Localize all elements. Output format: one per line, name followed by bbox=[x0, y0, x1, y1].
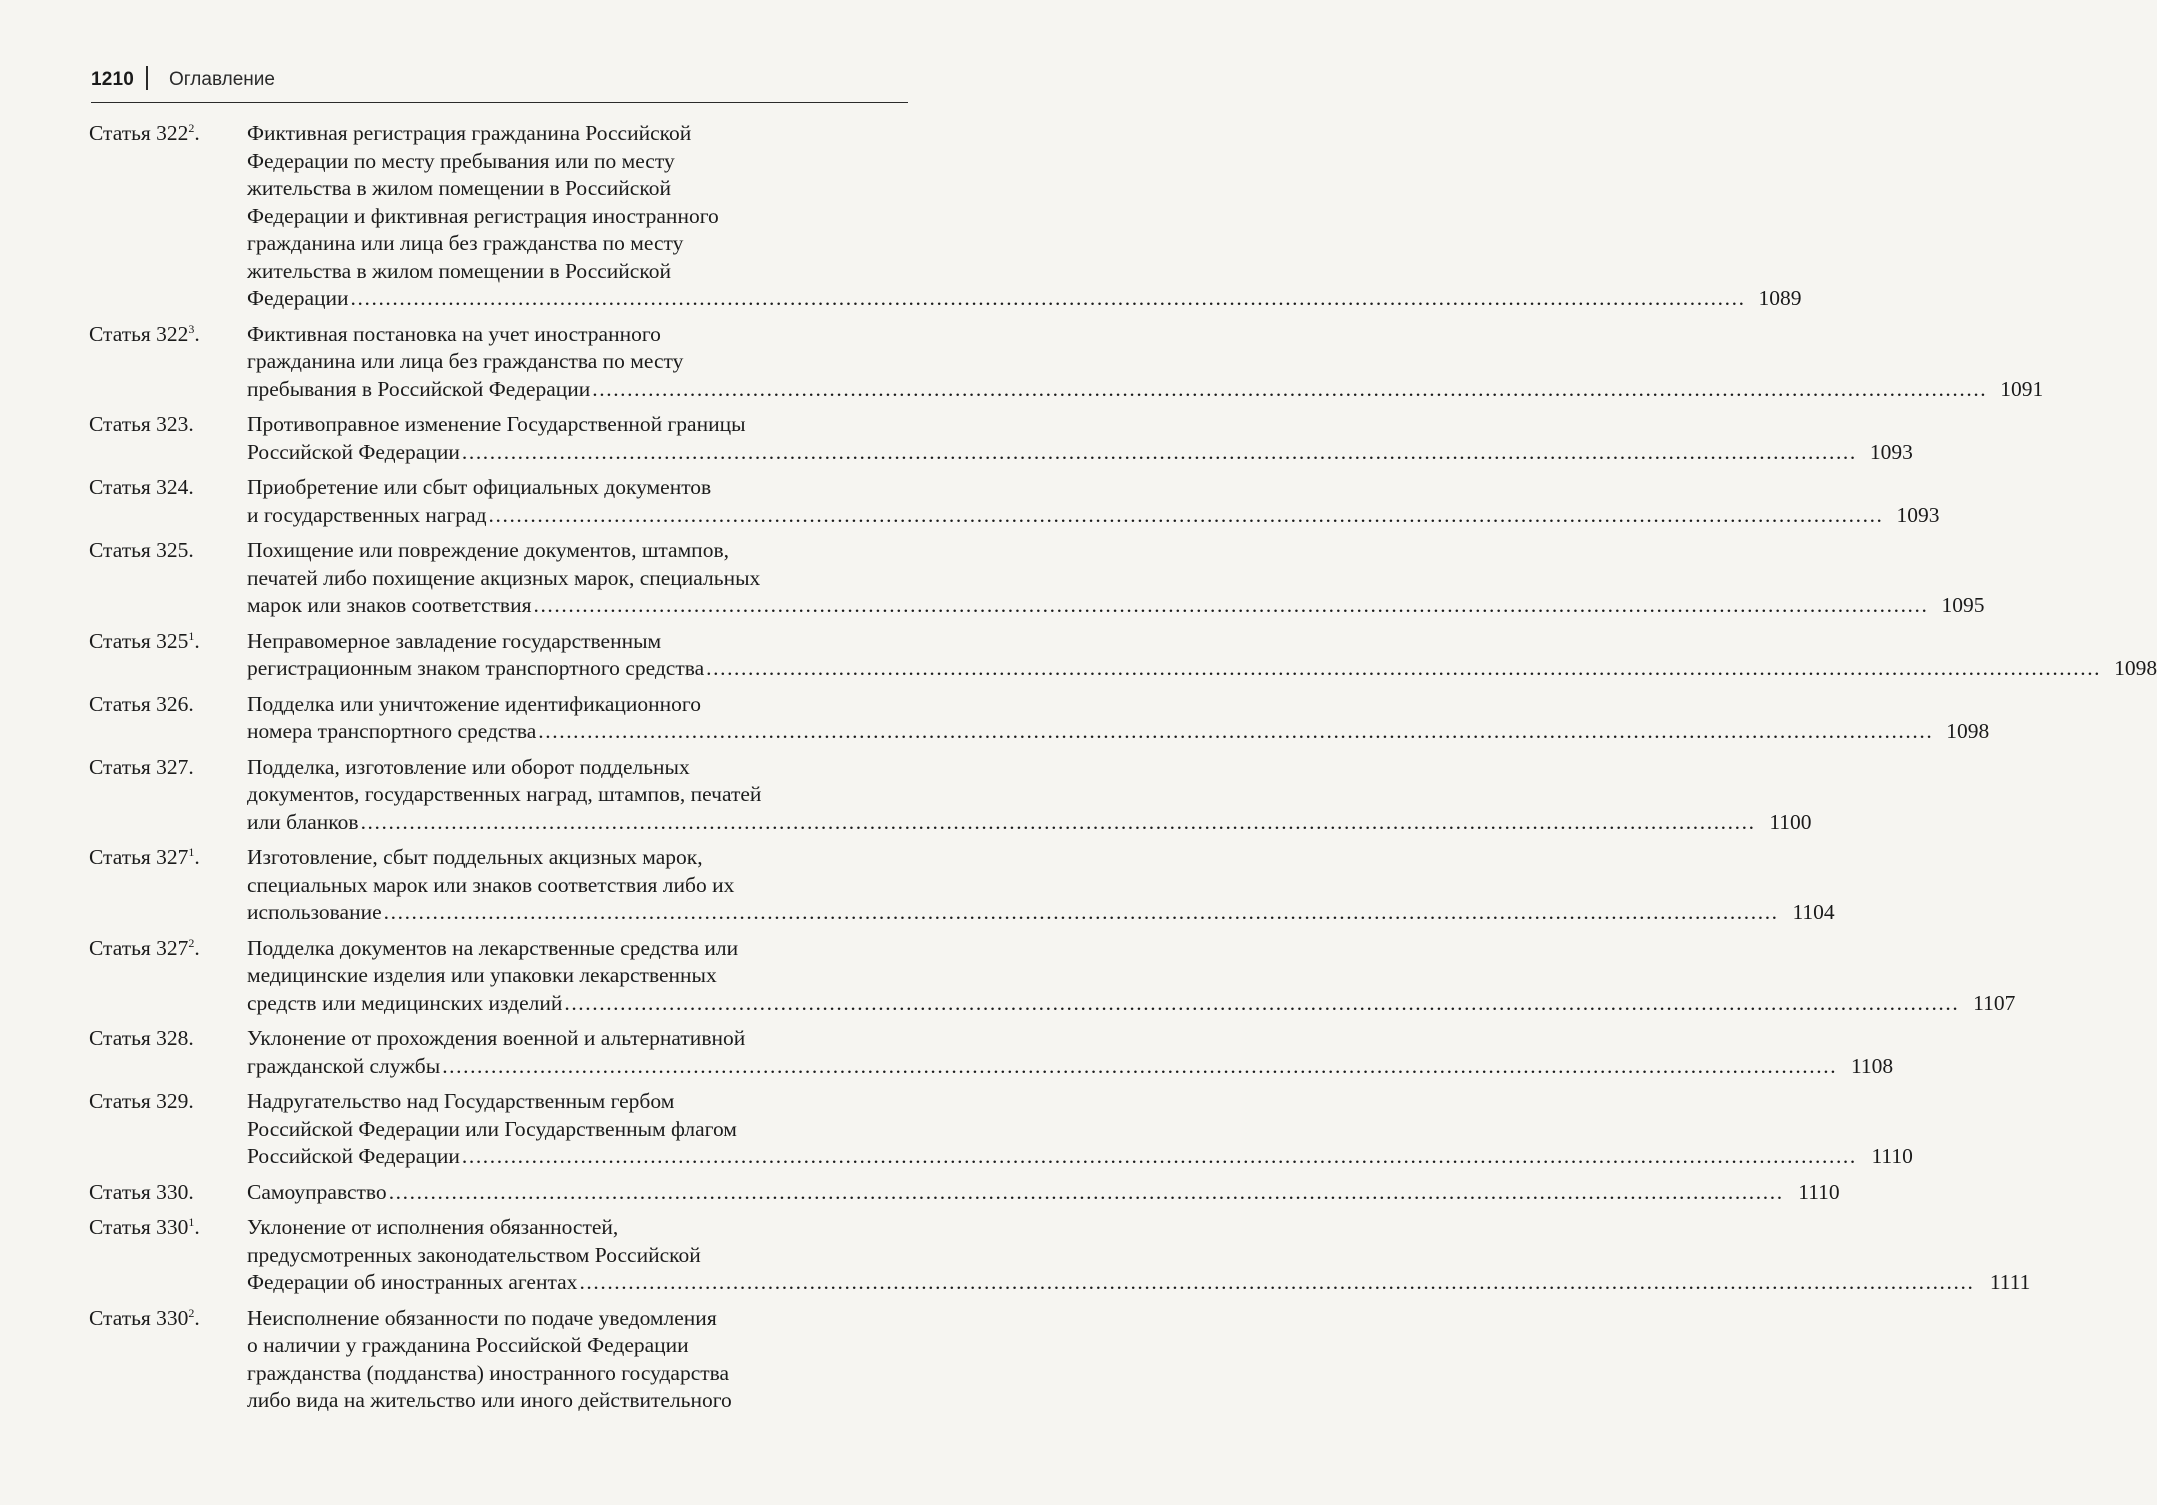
title-line-with-page bbox=[247, 502, 1940, 530]
title-line: Федерации bbox=[247, 286, 349, 310]
title-line-with-page bbox=[247, 376, 2044, 404]
dot-leader: ........................................................................................................................................................................................................ bbox=[533, 593, 1929, 617]
title-line: Федерации по месту пребывания или по месту bbox=[247, 148, 675, 173]
article-title bbox=[247, 1025, 1894, 1080]
title-line: специальных марок или знаков соответствия либо их bbox=[247, 872, 735, 897]
title-line: номера транспортного средства bbox=[247, 719, 537, 743]
title-line: предусмотренных законодательством Российской bbox=[247, 1242, 701, 1267]
article-superscript: 3 bbox=[188, 321, 195, 336]
title-line: документов, государственных наград, штампов, печатей bbox=[247, 782, 762, 806]
title-line: Самоуправство bbox=[247, 1179, 387, 1204]
article-label bbox=[89, 628, 239, 656]
article-title bbox=[247, 474, 1940, 529]
article-number: Статья 329. bbox=[89, 1089, 194, 1113]
page-ref: 1111 bbox=[1989, 1270, 2031, 1294]
title-line-with-page bbox=[247, 439, 1913, 467]
title-line: Подделка или уничтожение идентификационного bbox=[247, 691, 701, 716]
article-title bbox=[247, 1179, 1840, 1207]
title-line: или бланков bbox=[247, 809, 359, 834]
title-line: Фиктивная регистрация гражданина Российской bbox=[247, 121, 692, 145]
article-title bbox=[247, 321, 2044, 404]
dot-leader: ........................................................................................................................................................................................................ bbox=[442, 1053, 1838, 1078]
dot-leader: ........................................................................................................................................................................................................ bbox=[461, 1144, 1857, 1168]
article-title bbox=[247, 754, 1812, 837]
dot-leader: ........................................................................................................................................................................................................ bbox=[592, 376, 1988, 401]
title-line: Похищение или повреждение документов, штампов, bbox=[247, 538, 729, 562]
title-line: Надругательство над Государственным гербом bbox=[247, 1089, 675, 1113]
title-line: Подделка документов на лекарственные средства или bbox=[247, 935, 739, 960]
title-line: гражданина или лица без гражданства по месту bbox=[247, 231, 684, 255]
article-number: Статья 330. bbox=[89, 1179, 194, 1204]
article-number: Статья 324. bbox=[89, 475, 194, 499]
page-ref: 1098 bbox=[2114, 656, 2157, 680]
article-title bbox=[247, 935, 2016, 1018]
article-superscript: 2 bbox=[188, 1305, 195, 1320]
article-title bbox=[247, 1305, 908, 1415]
page-ref: 1107 bbox=[1973, 990, 2016, 1015]
dot-leader: ........................................................................................................................................................................................................ bbox=[579, 1270, 1975, 1294]
title-line: средств или медицинских изделий bbox=[247, 990, 563, 1015]
article-superscript: 1 bbox=[188, 845, 195, 859]
page-ref: 1098 bbox=[1946, 719, 1990, 743]
dot-leader: ........................................................................................................................................................................................................ bbox=[538, 719, 1934, 743]
article-title bbox=[247, 537, 1985, 620]
title-line-with-page bbox=[247, 655, 2157, 683]
toc-entry bbox=[86, 1214, 2031, 1297]
article-label bbox=[89, 411, 239, 439]
toc-entry bbox=[86, 754, 1812, 837]
article-label bbox=[89, 1305, 239, 1333]
dot-leader: ........................................................................................................................................................................................................ bbox=[488, 502, 1884, 527]
article-suffix: . bbox=[194, 935, 200, 960]
toc-entry bbox=[86, 628, 2157, 683]
title-line-with-page bbox=[247, 718, 1990, 746]
toc-entry bbox=[86, 411, 1913, 466]
article-title bbox=[247, 411, 1913, 466]
toc-entry bbox=[86, 844, 1835, 927]
toc-entry bbox=[86, 1025, 1894, 1080]
title-line: Изготовление, сбыт поддельных акцизных марок, bbox=[247, 845, 703, 869]
article-superscript: 1 bbox=[188, 628, 195, 643]
page-header bbox=[91, 58, 908, 103]
page-ref: 1095 bbox=[1941, 593, 1985, 617]
table-of-contents bbox=[86, 120, 2157, 1423]
title-line: Противоправное изменение Государственной границы bbox=[247, 412, 746, 436]
article-superscript: 2 bbox=[188, 935, 195, 950]
article-label bbox=[89, 844, 239, 872]
article-title bbox=[247, 628, 2157, 683]
article-number: Статья 322 bbox=[89, 121, 189, 145]
title-line-with-page bbox=[247, 1179, 1840, 1207]
article-label bbox=[89, 1179, 239, 1207]
article-number: Статья 325. bbox=[89, 538, 194, 562]
page-ref: 1091 bbox=[2000, 376, 2044, 401]
page-ref: 1093 bbox=[1869, 439, 1913, 464]
page-ref: 1089 bbox=[1758, 286, 1802, 310]
title-line: медицинские изделия или упаковки лекарственных bbox=[247, 963, 717, 987]
article-label bbox=[89, 1025, 239, 1053]
article-number: Статья 330 bbox=[89, 1215, 189, 1239]
title-line: Российской Федерации bbox=[247, 439, 460, 464]
article-label bbox=[89, 691, 239, 719]
title-line: и государственных наград bbox=[247, 502, 487, 527]
page-ref: 1110 bbox=[1798, 1179, 1840, 1204]
article-superscript: 2 bbox=[188, 121, 195, 135]
toc-entry bbox=[86, 1088, 1913, 1171]
article-number: Статья 326. bbox=[89, 691, 194, 716]
article-number: Статья 327 bbox=[89, 845, 189, 869]
title-line: Федерации и фиктивная регистрация иностранного bbox=[247, 203, 719, 228]
title-line: гражданства (подданства) иностранного государства bbox=[247, 1360, 730, 1385]
title-line-with-page bbox=[247, 809, 1812, 837]
dot-leader: ........................................................................................................................................................................................................ bbox=[350, 286, 1746, 310]
toc-entry bbox=[86, 120, 1802, 313]
page-ref: 1100 bbox=[1769, 809, 1812, 834]
dot-leader: ........................................................................................................................................................................................................ bbox=[388, 1179, 1784, 1204]
toc-entry bbox=[86, 1179, 1840, 1207]
title-line: Приобретение или сбыт официальных документов bbox=[247, 475, 712, 499]
title-line: Подделка, изготовление или оборот поддельных bbox=[247, 754, 690, 779]
toc-entry bbox=[86, 691, 1990, 746]
dot-leader: ........................................................................................................................................................................................................ bbox=[564, 990, 1960, 1015]
toc-entry bbox=[86, 1305, 908, 1415]
title-line: использование bbox=[247, 900, 382, 924]
title-line-with-page bbox=[247, 285, 1802, 313]
article-label bbox=[89, 754, 239, 782]
title-line: о наличии у гражданина Российской Федерации bbox=[247, 1333, 689, 1357]
title-line: жительства в жилом помещении в Российской bbox=[247, 176, 671, 200]
toc-entry bbox=[86, 537, 1985, 620]
title-line: Фиктивная постановка на учет иностранного bbox=[247, 321, 661, 346]
title-line: Уклонение от прохождения военной и альтернативной bbox=[247, 1026, 746, 1050]
section-title: Оглавление bbox=[169, 69, 275, 90]
article-label bbox=[89, 1214, 239, 1242]
page-ref: 1110 bbox=[1871, 1144, 1913, 1168]
page-ref: 1093 bbox=[1896, 502, 1940, 527]
toc-entry bbox=[86, 474, 1940, 529]
title-line: Российской Федерации bbox=[247, 1144, 460, 1168]
title-line: Федерации об иностранных агентах bbox=[247, 1270, 578, 1294]
title-line: регистрационным знаком транспортного средства bbox=[247, 656, 705, 680]
article-number: Статья 327 bbox=[89, 935, 189, 960]
article-number: Статья 330 bbox=[89, 1305, 189, 1330]
title-line: Неисполнение обязанности по подаче уведомления bbox=[247, 1305, 717, 1330]
dot-leader: ........................................................................................................................................................................................................ bbox=[706, 656, 2102, 680]
article-suffix: . bbox=[194, 1305, 200, 1330]
page-number: 1210 bbox=[91, 69, 135, 90]
article-number: Статья 327. bbox=[89, 754, 194, 779]
title-line-with-page bbox=[247, 1053, 1894, 1081]
title-line: гражданской службы bbox=[247, 1053, 441, 1078]
title-line: Неправомерное завладение государственным bbox=[247, 628, 662, 653]
title-line-with-page bbox=[247, 592, 1985, 620]
header-divider bbox=[146, 66, 148, 90]
toc-entry bbox=[86, 321, 2044, 404]
article-suffix: . bbox=[194, 121, 200, 145]
dot-leader: ........................................................................................................................................................................................................ bbox=[383, 900, 1779, 924]
page-ref: 1108 bbox=[1850, 1053, 1894, 1078]
article-number: Статья 323. bbox=[89, 412, 194, 436]
article-label bbox=[89, 321, 239, 349]
article-superscript: 1 bbox=[188, 1215, 195, 1229]
article-suffix: . bbox=[194, 628, 200, 653]
article-number: Статья 325 bbox=[89, 628, 189, 653]
article-title bbox=[247, 1214, 2031, 1297]
article-title bbox=[247, 120, 1802, 313]
dot-leader: ........................................................................................................................................................................................................ bbox=[461, 439, 1857, 464]
title-line: жительства в жилом помещении в Российской bbox=[247, 258, 671, 283]
title-line-with-page bbox=[247, 1143, 1913, 1171]
title-line-with-page bbox=[247, 990, 2016, 1018]
article-number: Статья 328. bbox=[89, 1026, 194, 1050]
title-line: либо вида на жительство или иного действительного bbox=[247, 1388, 732, 1412]
article-label bbox=[89, 1088, 239, 1116]
article-label bbox=[89, 935, 239, 963]
article-label bbox=[89, 120, 239, 148]
dot-leader: ........................................................................................................................................................................................................ bbox=[360, 809, 1756, 834]
article-label bbox=[89, 474, 239, 502]
article-title bbox=[247, 691, 1990, 746]
title-line-with-page bbox=[247, 899, 1835, 927]
article-suffix: . bbox=[194, 1215, 200, 1239]
title-line-with-page bbox=[247, 1269, 2031, 1297]
title-line: гражданина или лица без гражданства по месту bbox=[247, 349, 684, 373]
title-line: пребывания в Российской Федерации bbox=[247, 376, 591, 401]
article-suffix: . bbox=[194, 845, 200, 869]
article-suffix: . bbox=[194, 321, 200, 346]
toc-entry bbox=[86, 935, 2016, 1018]
article-title bbox=[247, 844, 1835, 927]
title-line: марок или знаков соответствия bbox=[247, 593, 532, 617]
article-title bbox=[247, 1088, 1913, 1171]
page-ref: 1104 bbox=[1792, 900, 1835, 924]
article-label bbox=[89, 537, 239, 565]
article-number: Статья 322 bbox=[89, 321, 189, 346]
title-line: печатей либо похищение акцизных марок, специальных bbox=[247, 565, 761, 590]
title-line: Российской Федерации или Государственным флагом bbox=[247, 1116, 737, 1141]
title-line: Уклонение от исполнения обязанностей, bbox=[247, 1215, 619, 1239]
